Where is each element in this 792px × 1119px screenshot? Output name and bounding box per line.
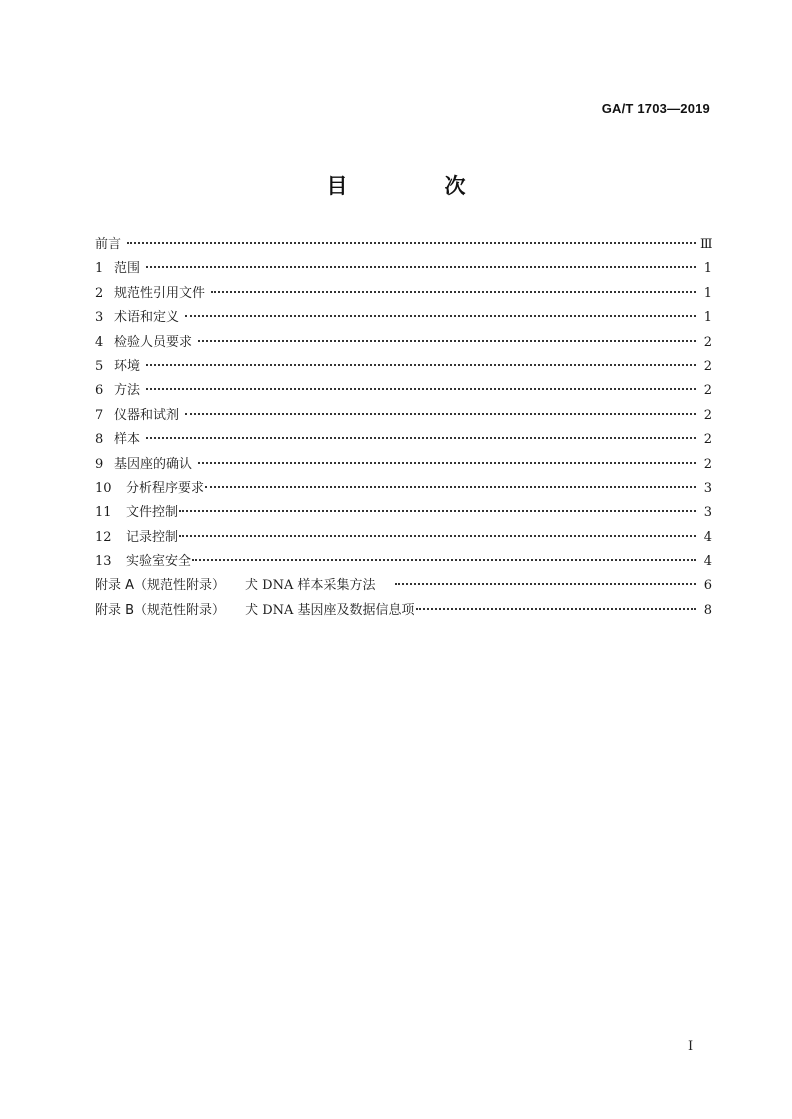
toc-entry-6[interactable] — [95, 379, 712, 403]
toc-entry-9[interactable] — [95, 453, 712, 477]
toc-entry-number: 9 — [95, 456, 104, 472]
toc-entry-title: 样本 — [114, 432, 141, 448]
page-folio: I — [688, 1039, 694, 1054]
toc-entry-foreword[interactable] — [95, 233, 712, 257]
toc-entry-title: 仪器和试剂 — [114, 407, 180, 423]
toc-entry-page: 2 — [703, 407, 712, 423]
toc-entry-3[interactable] — [95, 306, 712, 330]
toc-entry-number: 13 — [95, 554, 112, 570]
toc-entry-number: 3 — [95, 310, 104, 326]
toc-entry-page: 1 — [703, 285, 712, 301]
toc-entry-annex-a[interactable] — [95, 574, 712, 598]
toc-leader-dots — [146, 364, 696, 366]
toc-entry-title: 记录控制 — [126, 529, 179, 545]
toc-entry-title: 规范性引用文件 — [114, 285, 206, 301]
toc-entry-title: 环境 — [114, 358, 141, 374]
toc-entry-title: 术语和定义 — [114, 310, 180, 326]
toc-entry-page: 2 — [703, 383, 712, 399]
toc-entry-subtitle: 犬 DNA 基因座及数据信息项 — [245, 602, 415, 618]
toc-entry-4[interactable] — [95, 331, 712, 355]
toc-leader-dots — [179, 510, 696, 512]
toc-entry-number: 5 — [95, 358, 104, 374]
toc-leader-dots — [146, 437, 696, 439]
toc-entry-1[interactable] — [95, 257, 712, 281]
toc-entry-page: 3 — [703, 480, 712, 496]
toc-entry-7[interactable] — [95, 404, 712, 428]
toc-entry-page: 1 — [703, 261, 712, 277]
toc-entry-12[interactable] — [95, 526, 712, 550]
toc-entry-page: Ⅲ — [700, 237, 713, 252]
toc-entry-title: 文件控制 — [126, 505, 179, 521]
toc-leader-dots — [192, 559, 696, 561]
toc-entry-page: 3 — [703, 505, 712, 521]
toc-leader-dots — [211, 291, 696, 293]
toc-entry-page: 4 — [703, 554, 712, 570]
toc-entry-number: 8 — [95, 432, 104, 448]
toc-entry-number: 11 — [95, 505, 112, 521]
toc-entry-page: 2 — [703, 358, 712, 374]
toc-entry-number: 6 — [95, 383, 104, 399]
toc-entry-title: 分析程序要求 — [126, 480, 205, 496]
toc-leader-dots — [146, 266, 696, 268]
toc-entry-annex-b[interactable] — [95, 599, 712, 623]
toc-entry-10[interactable] — [95, 477, 712, 501]
toc-entry-title: 范围 — [114, 261, 141, 277]
toc-leader-dots — [185, 413, 696, 415]
toc-entry-page: 8 — [703, 602, 712, 618]
toc-leader-dots — [198, 462, 696, 464]
toc-entry-5[interactable] — [95, 355, 712, 379]
toc-entry-page: 1 — [703, 310, 712, 326]
toc-leader-dots — [205, 486, 696, 488]
standard-number: GA/T 1703—2019 — [601, 101, 710, 116]
toc-entry-page: 4 — [703, 529, 712, 545]
toc-entry-number: 12 — [95, 529, 112, 545]
toc-entry-number: 1 — [95, 261, 104, 277]
toc-leader-dots — [416, 608, 696, 610]
toc-entry-number: 2 — [95, 285, 104, 301]
toc-entry-2[interactable] — [95, 282, 712, 306]
toc-entry-11[interactable] — [95, 501, 712, 525]
toc-entry-page: 6 — [703, 578, 712, 594]
toc-entry-number: 4 — [95, 334, 104, 350]
toc-entry-number: 10 — [95, 480, 112, 496]
toc-entry-page: 2 — [703, 456, 712, 472]
toc-entry-title: 方法 — [114, 383, 141, 399]
toc-entry-title: 附录 B（规范性附录） — [95, 602, 226, 618]
toc-leader-dots — [198, 340, 696, 342]
toc-entry-page: 2 — [703, 432, 712, 448]
toc-title: 目 次 — [326, 174, 504, 198]
toc-entry-title: 实验室安全 — [126, 554, 192, 570]
toc-entry-number: 7 — [95, 407, 104, 423]
toc-entry-13[interactable] — [95, 550, 712, 574]
toc-leader-dots — [185, 315, 696, 317]
toc-entry-page: 2 — [703, 334, 712, 350]
toc-entry-subtitle: 犬 DNA 样本采集方法 — [245, 578, 376, 594]
toc-entry-title: 前言 — [95, 237, 122, 252]
toc-leader-dots — [127, 242, 696, 244]
toc-entry-8[interactable] — [95, 428, 712, 452]
toc-leader-dots — [395, 583, 696, 585]
toc-entry-title: 基因座的确认 — [114, 456, 193, 472]
toc-entry-title: 检验人员要求 — [114, 334, 193, 350]
toc-leader-dots — [179, 535, 696, 537]
toc-leader-dots — [146, 388, 696, 390]
toc-entry-title: 附录 A（规范性附录） — [95, 578, 226, 594]
table-of-contents — [95, 233, 712, 623]
